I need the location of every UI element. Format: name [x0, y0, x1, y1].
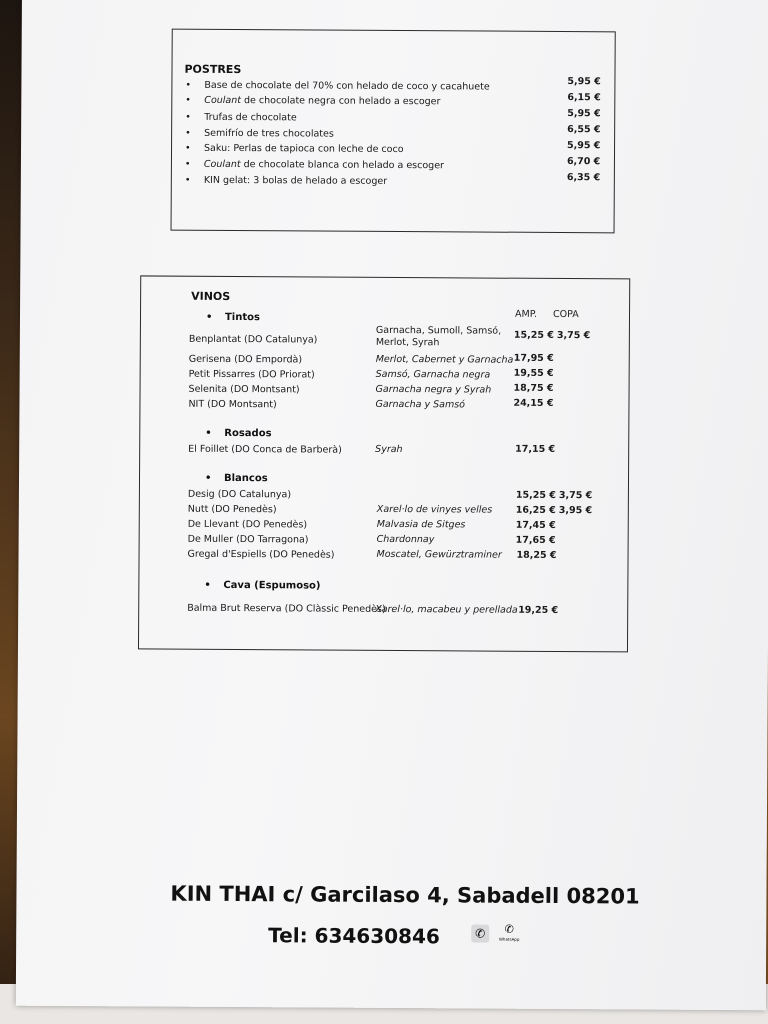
vinos-title: VINOS — [191, 289, 231, 303]
wine-amp-price: 15,25 € — [513, 329, 554, 341]
restaurant-phone: Tel: 634630846 — [268, 923, 440, 949]
tintos-heading: • Tintos — [225, 312, 260, 323]
wine-amp-price: 18,25 € — [516, 549, 557, 561]
postres-item: • Base de chocolate del 70% con helado de coco y cacahuete — [204, 80, 489, 93]
wine-name: Gerisena (DO Empordà) — [188, 353, 303, 366]
wine-amp-price: 19,55 € — [513, 367, 554, 379]
wine-grape: Samsó, Garnacha negra — [375, 368, 491, 381]
wine-amp-price: 17,95 € — [513, 352, 554, 364]
wine-grape: Moscatel, Gewürztraminer — [376, 548, 502, 561]
postres-item: • Trufas de chocolate — [204, 112, 297, 124]
wine-name: Petit Pissarres (DO Priorat) — [188, 368, 315, 381]
postres-price: 6,35 € — [566, 172, 601, 184]
wine-amp-price: 16,25 € — [515, 504, 556, 516]
wine-grape: Xarel·lo, macabeu y perellada — [375, 603, 518, 616]
rosados-heading: • Rosados — [224, 428, 271, 439]
wine-grape: Malvasia de Sitges — [376, 518, 466, 531]
wine-grape: Syrah — [375, 443, 403, 456]
postres-item: • Coulant de chocolate negra con helado a escoger — [204, 95, 440, 107]
col-copa-header: COPA — [552, 308, 579, 321]
wine-amp-price: 17,15 € — [515, 443, 556, 455]
postres-item: • Semifrío de tres chocolates — [204, 128, 334, 140]
phone-icon: ✆ — [471, 924, 489, 942]
wine-grape: Garnacha negra y Syrah — [375, 383, 492, 396]
wine-amp-price: 19,25 € — [518, 604, 559, 616]
wine-copa-price: 3,75 € — [558, 489, 593, 502]
postres-price: 5,95 € — [567, 76, 601, 88]
blancos-heading: • Blancos — [224, 473, 268, 484]
postres-price: 6,15 € — [567, 92, 601, 104]
restaurant-address: KIN THAI c/ Garcilaso 4, Sabadell 08201 — [170, 881, 640, 909]
wine-grape: Garnacha, Sumoll, Samsó, Merlot, Syrah — [375, 324, 502, 349]
wine-name: Nutt (DO Penedès) — [187, 503, 277, 516]
wine-amp-price: 15,25 € — [515, 489, 556, 501]
wine-grape: Xarel·lo de vinyes velles — [376, 503, 493, 516]
postres-price: 6,55 € — [567, 124, 601, 136]
postres-item: • KIN gelat: 3 bolas de helado a escoger — [204, 175, 387, 187]
wine-name: El Foillet (DO Conca de Barberà) — [188, 443, 342, 456]
wine-name: De Muller (DO Tarragona) — [187, 533, 309, 546]
wine-name: Balma Brut Reserva (DO Clàssic Penedès) — [187, 602, 386, 615]
postres-title: POSTRES — [184, 62, 242, 77]
postres-item: • Coulant de chocolate blanca con helado a escoger — [204, 159, 444, 171]
wine-name: Gregal d'Espiells (DO Penedès) — [187, 548, 335, 561]
menu-page — [16, 0, 768, 1010]
col-amp-header: AMP. — [514, 308, 538, 320]
wine-amp-price: 18,75 € — [513, 382, 554, 394]
wine-grape: Garnacha y Samsó — [375, 398, 466, 411]
wine-name: Desig (DO Catalunya) — [187, 488, 292, 501]
vinos-section — [138, 275, 630, 652]
postres-item: • Saku: Perlas de tapioca con leche de coco — [204, 143, 404, 155]
wine-name: Benplantat (DO Catalunya) — [188, 333, 318, 346]
wine-amp-price: 17,45 € — [515, 519, 556, 531]
wine-amp-price: 24,15 € — [513, 397, 554, 409]
wine-name: Selenita (DO Montsant) — [188, 383, 300, 396]
wine-copa-price: 3,75 € — [556, 329, 591, 342]
wine-grape: Chardonnay — [376, 533, 435, 546]
whatsapp-icon: ✆ WhatsApp — [498, 922, 520, 942]
wine-copa-price: 3,95 € — [558, 504, 593, 517]
postres-section — [171, 29, 616, 234]
postres-price: 5,95 € — [567, 108, 601, 120]
wine-amp-price: 17,65 € — [515, 534, 556, 546]
wine-name: NIT (DO Montsant) — [188, 398, 277, 411]
cava-heading: • Cava (Espumoso) — [223, 580, 320, 592]
wine-grape: Merlot, Cabernet y Garnacha — [375, 353, 514, 366]
postres-price: 6,70 € — [566, 156, 601, 168]
postres-price: 5,95 € — [567, 140, 601, 152]
wine-name: De Llevant (DO Penedès) — [187, 518, 308, 531]
